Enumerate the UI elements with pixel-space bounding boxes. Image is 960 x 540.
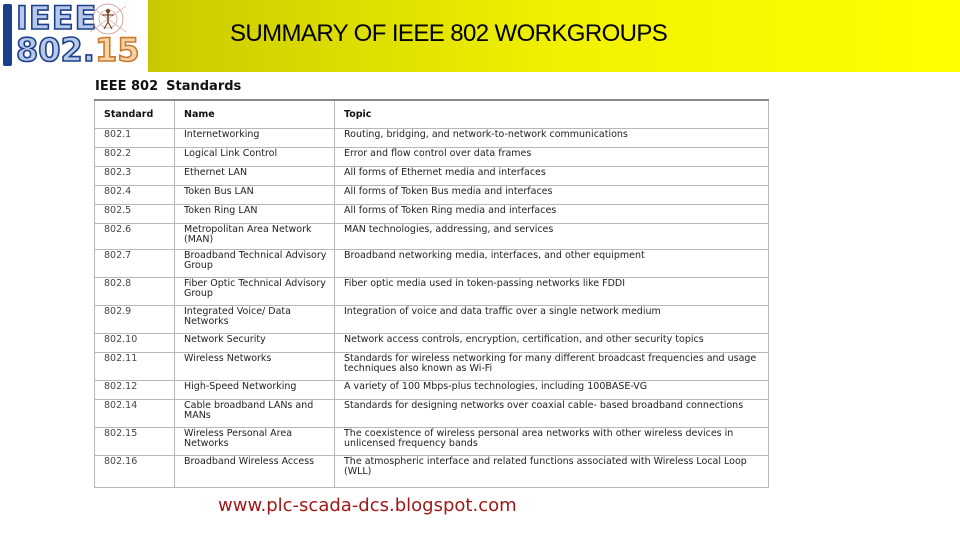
standard-cell: 802.7 [95, 250, 175, 278]
topic-cell: Broadband networking media, interfaces, and other equipment [335, 250, 769, 278]
table-row [95, 400, 769, 428]
table-row [95, 381, 769, 400]
heading-part-2: Standards [166, 79, 242, 94]
table-row [95, 224, 769, 250]
network-figure-icon [80, 2, 130, 36]
name-cell: Integrated Voice/ Data Networks [175, 306, 335, 334]
name-cell: Token Bus LAN [175, 186, 335, 205]
table-row [95, 186, 769, 205]
standards-table [94, 99, 769, 488]
footer-url-link[interactable]: www.plc-scada-dcs.blogspot.com [218, 495, 517, 516]
standard-cell: 802.8 [95, 278, 175, 306]
logo-bottom-text [16, 32, 139, 68]
name-cell: Cable broadband LANs and MANs [175, 400, 335, 428]
topic-cell: A variety of 100 Mbps-plus technologies, including 100BASE-VG [335, 381, 769, 400]
logo-bottom-main: 802. [16, 31, 95, 69]
logo-bar-icon [3, 4, 12, 66]
topic-cell: The coexistence of wireless personal area networks with other wireless devices in unlicensed frequency bands [335, 428, 769, 456]
name-cell: Wireless Networks [175, 353, 335, 381]
table-row [95, 306, 769, 334]
topic-cell: MAN technologies, addressing, and services [335, 224, 769, 250]
name-cell: Token Ring LAN [175, 205, 335, 224]
standard-cell: 802.5 [95, 205, 175, 224]
topic-cell: Standards for wireless networking for many different broadcast frequencies and usage techniques also known as Wi-Fi [335, 353, 769, 381]
standard-cell: 802.15 [95, 428, 175, 456]
standard-cell: 802.12 [95, 381, 175, 400]
table-row [95, 129, 769, 148]
standard-cell: 802.3 [95, 167, 175, 186]
column-header-standard: Standard [95, 100, 175, 129]
standard-cell: 802.11 [95, 353, 175, 381]
standard-cell: 802.9 [95, 306, 175, 334]
ieee-802-15-logo [0, 0, 148, 72]
table-row [95, 148, 769, 167]
name-cell: Wireless Personal Area Networks [175, 428, 335, 456]
table-row [95, 334, 769, 353]
topic-cell: Error and flow control over data frames [335, 148, 769, 167]
name-cell: Internetworking [175, 129, 335, 148]
name-cell: Network Security [175, 334, 335, 353]
heading-part-1: IEEE 802 [95, 79, 159, 94]
table-row [95, 456, 769, 488]
slide-title: SUMMARY OF IEEE 802 WORKGROUPS [230, 20, 668, 47]
table-row [95, 353, 769, 381]
standard-cell: 802.6 [95, 224, 175, 250]
table-row [95, 278, 769, 306]
logo-bottom-version: 15 [94, 31, 140, 69]
standard-cell: 802.1 [95, 129, 175, 148]
name-cell: Broadband Technical Advisory Group [175, 250, 335, 278]
name-cell: Logical Link Control [175, 148, 335, 167]
topic-cell: All forms of Token Ring media and interfaces [335, 205, 769, 224]
name-cell: High-Speed Networking [175, 381, 335, 400]
topic-cell: All forms of Ethernet media and interfaces [335, 167, 769, 186]
topic-cell: The atmospheric interface and related functions associated with Wireless Local Loop (WLL) [335, 456, 769, 488]
standard-cell: 802.10 [95, 334, 175, 353]
table-row [95, 167, 769, 186]
table-row [95, 250, 769, 278]
standard-cell: 802.14 [95, 400, 175, 428]
standard-cell: 802.2 [95, 148, 175, 167]
topic-cell: Standards for designing networks over coaxial cable- based broadband connections [335, 400, 769, 428]
topic-cell: Network access controls, encryption, certification, and other security topics [335, 334, 769, 353]
topic-cell: Fiber optic media used in token-passing networks like FDDI [335, 278, 769, 306]
name-cell: Ethernet LAN [175, 167, 335, 186]
table-row [95, 428, 769, 456]
logo-top-text: IEEE [16, 0, 98, 37]
name-cell: Metropolitan Area Network (MAN) [175, 224, 335, 250]
standard-cell: 802.4 [95, 186, 175, 205]
name-cell: Broadband Wireless Access [175, 456, 335, 488]
topic-cell: Routing, bridging, and network-to-network communications [335, 129, 769, 148]
column-header-topic: Topic [335, 100, 769, 129]
topic-cell: Integration of voice and data traffic over a single network medium [335, 306, 769, 334]
column-header-name: Name [175, 100, 335, 129]
standard-cell: 802.16 [95, 456, 175, 488]
table-header-row [95, 100, 769, 129]
topic-cell: All forms of Token Bus media and interfaces [335, 186, 769, 205]
name-cell: Fiber Optic Technical Advisory Group [175, 278, 335, 306]
table-row [95, 205, 769, 224]
table-heading [95, 79, 241, 94]
